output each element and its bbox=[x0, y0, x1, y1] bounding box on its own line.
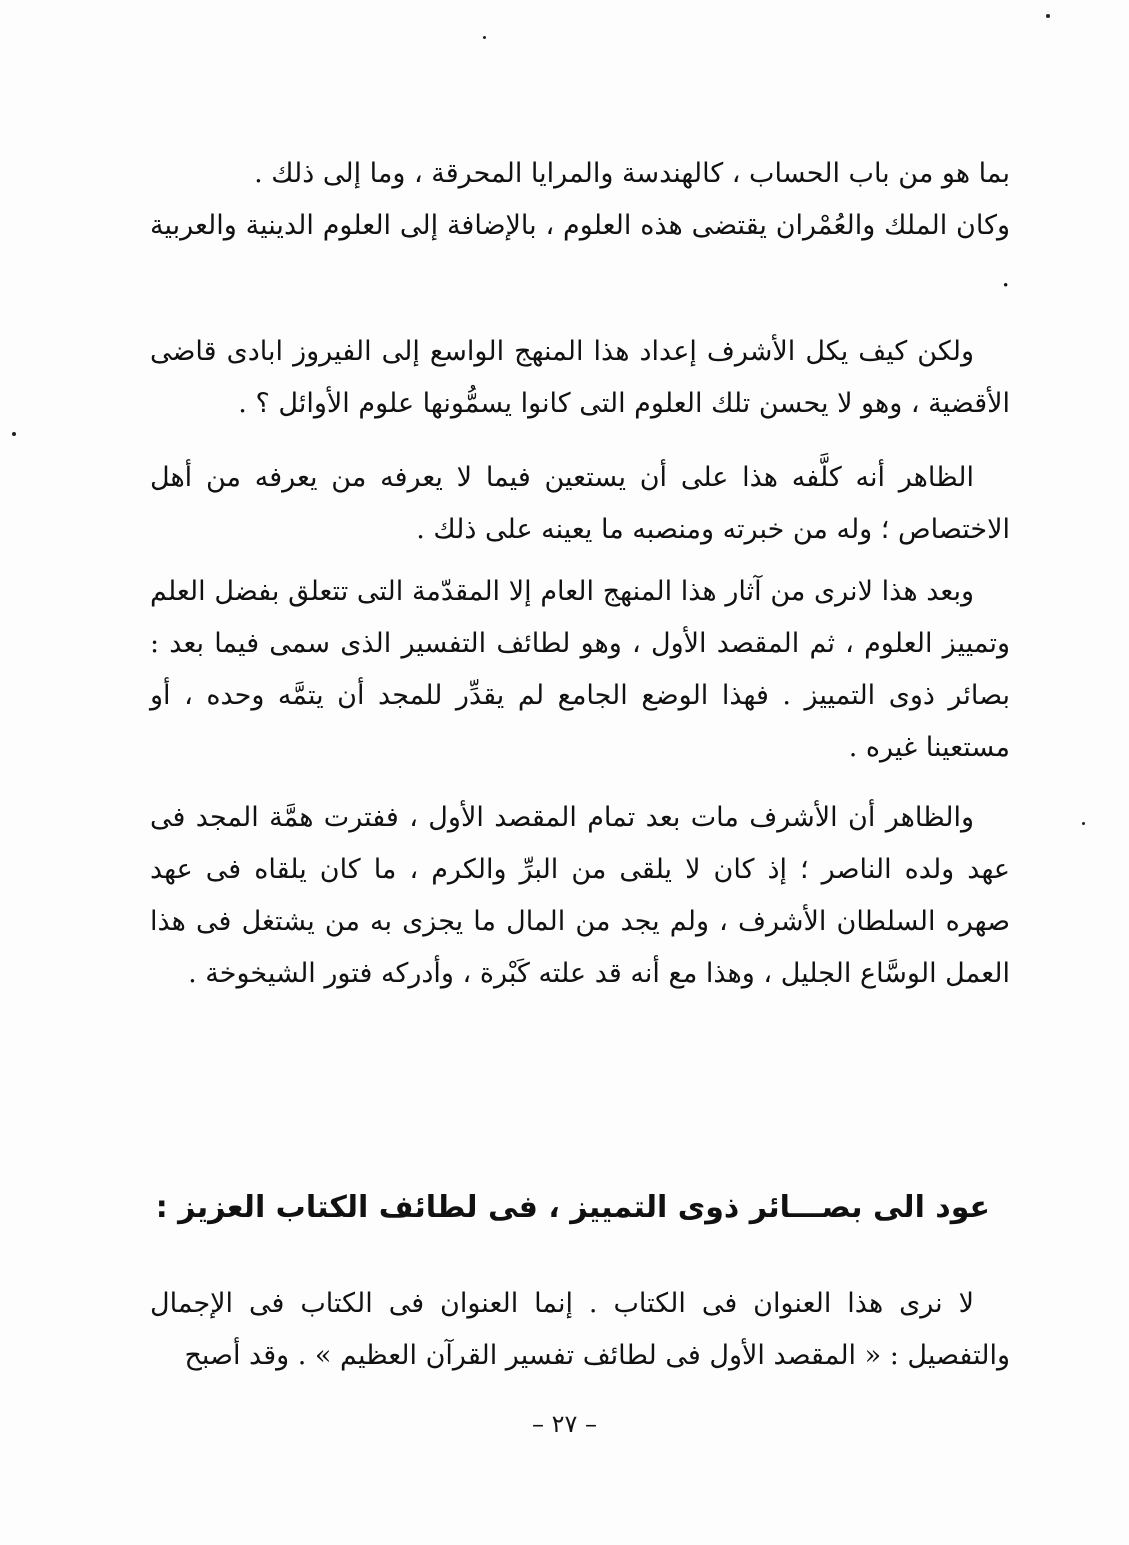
paragraph: والظاهر أن الأشرف مات بعد تمام المقصد الأول ، ففترت همَّة المجد فى عهد ولده الناصر ؛ إذ كان لا يلقى من البرِّ والكرم ، ما كان يلقاه فى عهد صهره السلطان الأشرف ، ولم يجد من المال ما يجزى به من يشتغل فى هذا العمل الوسَّاع الجليل ، وهذا مع أنه قد علته كَبْرة ، وأدركه فتور الشيخوخة . bbox=[150, 802, 1010, 989]
section-heading: عود الى بصـــائر ذوى التمييز ، فى لطائف الكتاب العزيز : bbox=[155, 1190, 990, 1225]
section-text bbox=[150, 1278, 1010, 1382]
paragraph: بما هو من باب الحساب ، كالهندسة والمرايا المحرقة ، وما إلى ذلك . bbox=[254, 158, 1010, 189]
scan-speck bbox=[483, 36, 486, 39]
paragraph: ولكن كيف يكل الأشرف إعداد هذا المنهج الواسع إلى الفيروز ابادى قاضى الأقضية ، وهو لا يحسن تلك العلوم التى كانوا يسمُّونها علوم الأوائل ؟ . bbox=[150, 336, 1010, 419]
paragraph: الظاهر أنه كلَّفه هذا على أن يستعين فيما لا يعرفه من يعرفه من أهل الاختصاص ؛ وله من خبرته ومنصبه ما يعينه على ذلك . bbox=[150, 462, 1010, 545]
scan-speck bbox=[1082, 822, 1085, 825]
scan-speck bbox=[12, 432, 16, 436]
scan-speck bbox=[1046, 14, 1050, 18]
page-number: – ٢٧ – bbox=[531, 1410, 598, 1438]
paragraph: وكان الملك والعُمْران يقتضى هذه العلوم ، بالإضافة إلى العلوم الدينية والعربية . bbox=[150, 210, 1010, 293]
paragraph: وبعد هذا لانرى من آثار هذا المنهج العام إلا المقدّمة التى تتعلق بفضل العلم وتمييز العلوم ، ثم المقصد الأول ، وهو لطائف التفسير الذى سمى فيما بعد : بصائر ذوى التمييز . فهذا الوضع الجامع لم يقدِّر للمجد أن يتمَّه وحده ، أو مستعينا غيره . bbox=[150, 576, 1010, 763]
body-text bbox=[150, 148, 1010, 1000]
paragraph: لا نرى هذا العنوان فى الكتاب . إنما العنوان فى الكتاب فى الإجمال والتفصيل : « المقصد الأول فى لطائف تفسير القرآن العظيم » . وقد أصبح bbox=[150, 1288, 1010, 1371]
